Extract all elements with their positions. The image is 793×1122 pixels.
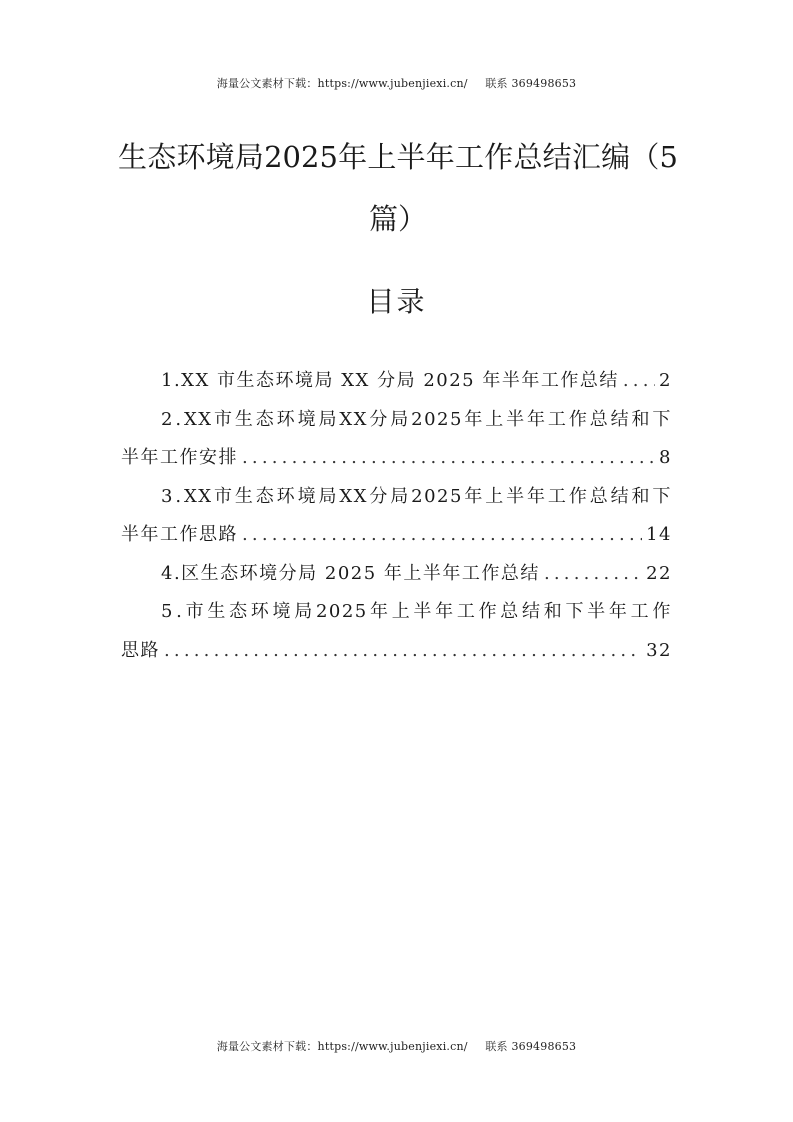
toc-title-glyph: 态 bbox=[255, 485, 276, 507]
page-header bbox=[0, 75, 793, 91]
toc-title-glyph: 市 bbox=[214, 408, 234, 430]
toc-leader-dots bbox=[242, 439, 655, 478]
toc-title-glyph: 结 bbox=[610, 485, 631, 507]
toc-title-glyph: 和 bbox=[543, 601, 564, 622]
toc-title-glyph: 年 bbox=[435, 601, 455, 622]
toc-title-glyph: 境 bbox=[297, 408, 318, 430]
document-title bbox=[118, 126, 678, 250]
toc-title-glyph: 局 bbox=[318, 408, 338, 430]
toc-title-glyph: 工 bbox=[547, 408, 568, 430]
toc-title-glyph: . bbox=[176, 601, 184, 622]
toc-title-glyph: 结 bbox=[522, 601, 542, 622]
toc-title-glyph: 市 bbox=[214, 485, 234, 507]
toc-title-glyph: 下 bbox=[565, 601, 585, 622]
toc-title-glyph: 总 bbox=[500, 601, 520, 622]
toc-title-glyph: . bbox=[175, 485, 183, 507]
toc-title-glyph: 年 bbox=[464, 408, 484, 430]
toc-title-glyph: 上 bbox=[391, 601, 412, 622]
toc-entry[interactable] bbox=[121, 555, 672, 594]
toc-title-glyph: 环 bbox=[276, 485, 297, 507]
toc-leader-dots bbox=[242, 516, 642, 555]
page-footer bbox=[0, 1038, 793, 1054]
toc-title-glyph: XX bbox=[183, 408, 213, 430]
toc-title-glyph: 局 bbox=[318, 485, 338, 507]
toc-title-glyph: 年 bbox=[369, 601, 390, 622]
toc-title-glyph: . bbox=[175, 408, 183, 430]
toc-entry[interactable] bbox=[121, 401, 672, 478]
toc-title-glyph: 工 bbox=[630, 601, 651, 622]
toc-entry-title-line-1 bbox=[121, 478, 672, 517]
toc-title-glyph: 作 bbox=[478, 601, 499, 622]
toc-title-glyph: 局 bbox=[294, 601, 314, 622]
toc-title-glyph: 态 bbox=[229, 601, 249, 622]
toc-title-glyph: 5 bbox=[161, 601, 174, 622]
toc-title-glyph: 上 bbox=[485, 485, 505, 507]
toc-title-glyph: 境 bbox=[272, 601, 292, 622]
toc-entry-title-line-2: 思路 bbox=[121, 639, 160, 661]
toc-title-glyph: 年 bbox=[608, 601, 629, 622]
toc-title-glyph: 总 bbox=[589, 485, 610, 507]
toc-entry-title-line-1 bbox=[121, 401, 672, 440]
toc-leader-dots bbox=[544, 555, 642, 594]
toc-entry-title-line-2: 半年工作安排 bbox=[121, 447, 238, 468]
toc-leader-dots bbox=[623, 362, 655, 401]
toc-title-glyph: 上 bbox=[485, 408, 505, 430]
toc-title-glyph: 2 bbox=[161, 408, 174, 430]
toc-entry-page: 2 bbox=[659, 370, 672, 391]
toc-title-glyph: 工 bbox=[456, 601, 477, 622]
toc-title-glyph: 分 bbox=[369, 485, 389, 507]
toc-title-glyph: 环 bbox=[276, 408, 297, 430]
toc-title-glyph: 年 bbox=[527, 408, 547, 430]
toc-title-glyph: 下 bbox=[652, 485, 672, 507]
toc-entry-page: 32 bbox=[646, 639, 672, 661]
toc-heading: 目录 bbox=[366, 285, 427, 318]
toc-title-glyph: 作 bbox=[568, 408, 589, 430]
toc-title-glyph: 3 bbox=[161, 485, 174, 507]
table-of-contents bbox=[121, 362, 672, 670]
toc-title-glyph: 生 bbox=[207, 601, 227, 622]
document-title-line-2: 篇） bbox=[368, 202, 427, 236]
toc-title-glyph: 2025 bbox=[411, 408, 463, 430]
toc-title-glyph: 半 bbox=[413, 601, 433, 622]
toc-title-glyph: 年 bbox=[464, 485, 484, 507]
toc-title-glyph: 市 bbox=[185, 601, 206, 622]
toc-entry-title: 4.区生态环境分局 2025 年上半年工作总结 bbox=[161, 562, 540, 584]
toc-entry[interactable] bbox=[121, 478, 672, 555]
toc-title-glyph: 半 bbox=[587, 601, 607, 622]
document-title-line-1: 生态环境局2025年上半年工作总结汇编（5 bbox=[118, 140, 678, 174]
toc-title-glyph: 2025 bbox=[315, 601, 368, 622]
toc-title-glyph: 环 bbox=[250, 601, 271, 622]
toc-entry-title-line-1 bbox=[121, 593, 672, 632]
toc-title-glyph: 作 bbox=[568, 485, 589, 507]
header-contact-text: 联系 369498653 bbox=[485, 77, 577, 90]
toc-title-glyph: 2025 bbox=[411, 485, 463, 507]
toc-entry[interactable] bbox=[121, 362, 672, 401]
toc-title-glyph: 局 bbox=[390, 408, 410, 430]
toc-title-glyph: XX bbox=[339, 485, 368, 507]
toc-entry-page: 8 bbox=[659, 447, 672, 468]
toc-title-glyph: 局 bbox=[390, 485, 410, 507]
toc-title-glyph: 和 bbox=[631, 408, 651, 430]
toc-title-glyph: 结 bbox=[610, 408, 631, 430]
toc-title-glyph: XX bbox=[339, 408, 368, 430]
toc-title-glyph: 态 bbox=[255, 408, 276, 430]
toc-title-glyph: 生 bbox=[234, 408, 255, 430]
header-download-text: 海量公文素材下载：https://www.jubenjiexi.cn/ bbox=[216, 77, 468, 90]
toc-leader-dots bbox=[164, 632, 642, 671]
toc-title-glyph: 半 bbox=[506, 408, 526, 430]
toc-title-glyph: 总 bbox=[589, 408, 610, 430]
toc-title-glyph: 年 bbox=[527, 485, 547, 507]
toc-title-glyph: 和 bbox=[631, 485, 651, 507]
footer-download-text: 海量公文素材下载：https://www.jubenjiexi.cn/ bbox=[216, 1040, 468, 1053]
toc-title-glyph: XX bbox=[183, 485, 213, 507]
toc-entry-page: 22 bbox=[646, 562, 672, 584]
toc-title-glyph: 下 bbox=[652, 408, 672, 430]
toc-title-glyph: 工 bbox=[547, 485, 568, 507]
toc-entry-page: 14 bbox=[646, 524, 672, 545]
toc-title-glyph: 半 bbox=[506, 485, 526, 507]
toc-entry[interactable] bbox=[121, 593, 672, 670]
toc-title-glyph: 境 bbox=[297, 485, 318, 507]
toc-title-glyph: 作 bbox=[652, 601, 672, 622]
toc-title-glyph: 分 bbox=[369, 408, 389, 430]
toc-entry-title-line-2: 半年工作思路 bbox=[121, 524, 238, 545]
toc-title-glyph: 生 bbox=[234, 485, 255, 507]
footer-contact-text: 联系 369498653 bbox=[485, 1040, 577, 1053]
toc-entry-title: 1.XX 市生态环境局 XX 分局 2025 年半年工作总结 bbox=[161, 370, 619, 391]
